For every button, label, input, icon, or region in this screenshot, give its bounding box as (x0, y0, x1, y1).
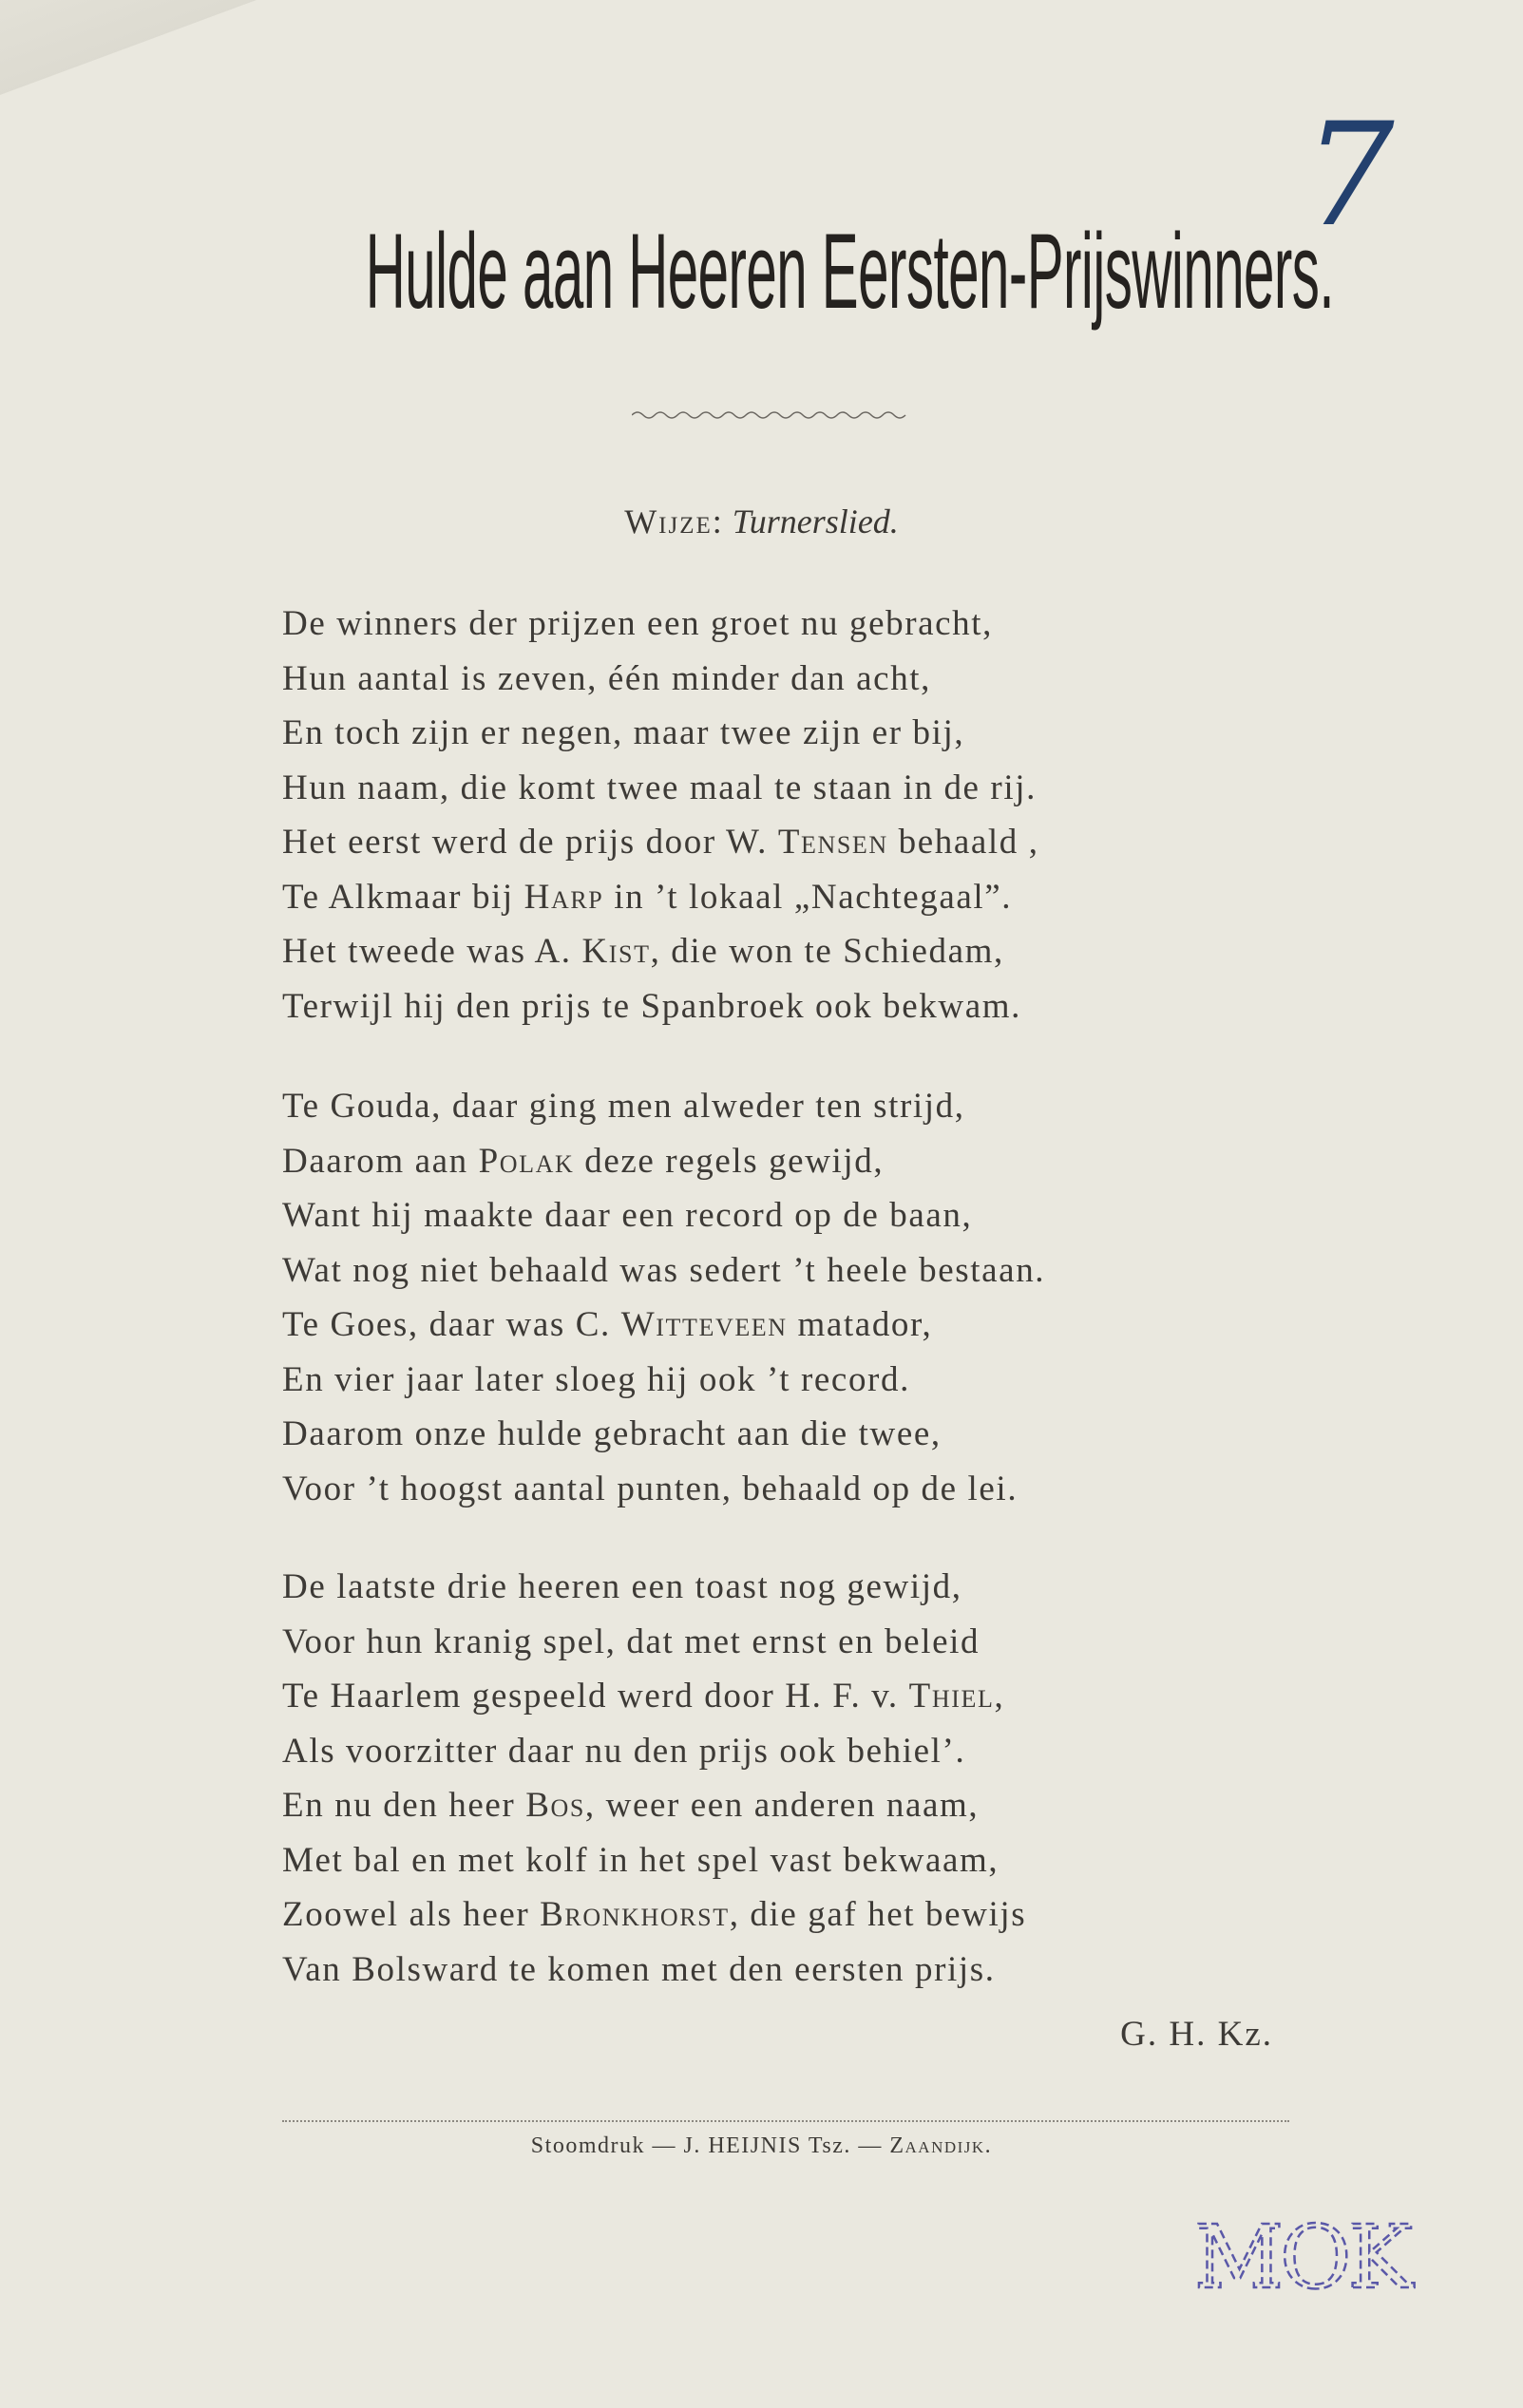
poem-line: Met bal en met kolf in het spel vast bekwaam, (282, 1840, 999, 1880)
poem-line: Terwijl hij den prijs te Spanbroek ook bekwam. (282, 986, 1021, 1026)
poem-line: Als voorzitter daar nu den prijs ook behiel’. (282, 1731, 966, 1771)
line-text: in ’t lokaal „Nachtegaal”. (603, 877, 1013, 917)
poem-line (282, 924, 1375, 979)
line-text: Te Goes, daar was C. (282, 1305, 621, 1344)
author-signature: G. H. Kz. (1120, 2015, 1273, 2054)
line-text: , (994, 1677, 1005, 1716)
line-text: matador, (787, 1305, 933, 1344)
person-name: Kist (581, 932, 651, 971)
person-name: Bos (525, 1786, 585, 1825)
line-text: Te Alkmaar bij (282, 877, 524, 917)
imprint-text: Stoomdruk — J. HEIJNIS Tsz. — (530, 2133, 890, 2158)
poem-line (282, 870, 1375, 925)
poem-line: De laatste drie heeren een toast nog gewijd, (282, 1567, 962, 1606)
poem-line: Voor ’t hoogst aantal punten, behaald op de lei. (282, 1469, 1019, 1508)
line-text: , die gaf het bewijs (729, 1895, 1027, 1934)
person-name: Witteveen (620, 1305, 788, 1344)
tune-heading (0, 502, 1523, 541)
poem-line: Want hij maakte daar een record op de baan, (282, 1196, 973, 1235)
ornamental-divider (632, 408, 907, 422)
line-text: , weer een anderen naam, (584, 1786, 980, 1825)
person-name: Tensen (777, 823, 888, 862)
poem-line: En vier jaar later sloeg hij ook ’t record. (282, 1359, 910, 1399)
line-text: Te Haarlem gespeeld werd door H. F. v. (282, 1677, 909, 1716)
person-name: Polak (478, 1141, 575, 1181)
poem-line: En toch zijn er negen, maar twee zijn er bij, (282, 713, 965, 752)
page-title: Hulde aan Heeren Eersten-Prijswinners. (365, 212, 1335, 331)
poem-line (282, 1887, 1375, 1943)
line-text: Daarom aan (282, 1141, 479, 1181)
line-text: Het eerst werd de prijs door W. (282, 823, 778, 862)
page-number: 7 (1304, 93, 1395, 258)
stanza-3 (282, 1560, 1375, 1997)
person-name: Thiel (908, 1677, 995, 1716)
printer-imprint (0, 2133, 1523, 2159)
poem-line: Hun naam, die komt twee maal te staan in de rij. (282, 768, 1037, 807)
poem-line: Hun aantal is zeven, één minder dan acht, (282, 658, 932, 698)
line-text: deze regels gewijd, (574, 1141, 885, 1181)
mok-stamp (1188, 2204, 1416, 2308)
line-text: , die won te Schiedam, (650, 932, 1004, 971)
person-name: Bronkhorst (540, 1895, 730, 1934)
poem-line (282, 1669, 1375, 1724)
stamp-text: MOK (1193, 2207, 1410, 2308)
stanza-2 (282, 1079, 1375, 1516)
tune-label: Wijze: (624, 502, 724, 540)
line-text: Zoowel als heer (282, 1895, 541, 1934)
poem-line (282, 1134, 1375, 1189)
tune-name: Turnerslied. (732, 502, 899, 540)
line-text: Het tweede was A. (282, 932, 582, 971)
line-text: En nu den heer (282, 1786, 526, 1825)
poem-line: De winners der prijzen een groet nu gebracht, (282, 604, 993, 643)
poem-line: Voor hun kranig spel, dat met ernst en beleid (282, 1621, 980, 1661)
poem-line: Wat nog niet behaald was sedert ’t heele bestaan. (282, 1250, 1046, 1290)
dotted-rule (282, 2120, 1289, 2122)
folded-corner (0, 0, 257, 95)
poem-line: Daarom onze hulde gebracht aan die twee, (282, 1414, 942, 1453)
poem-line: Van Bolsward te komen met den eersten prijs. (282, 1949, 996, 1989)
poem-line (282, 815, 1375, 870)
stanza-1 (282, 597, 1375, 1033)
poem-line: Te Gouda, daar ging men alweder ten strijd, (282, 1087, 965, 1126)
line-text: behaald , (887, 823, 1039, 862)
poem-line (282, 1298, 1375, 1353)
imprint-place: Zaandijk. (889, 2133, 993, 2158)
poem-line (282, 1778, 1375, 1833)
person-name: Harp (524, 877, 604, 917)
